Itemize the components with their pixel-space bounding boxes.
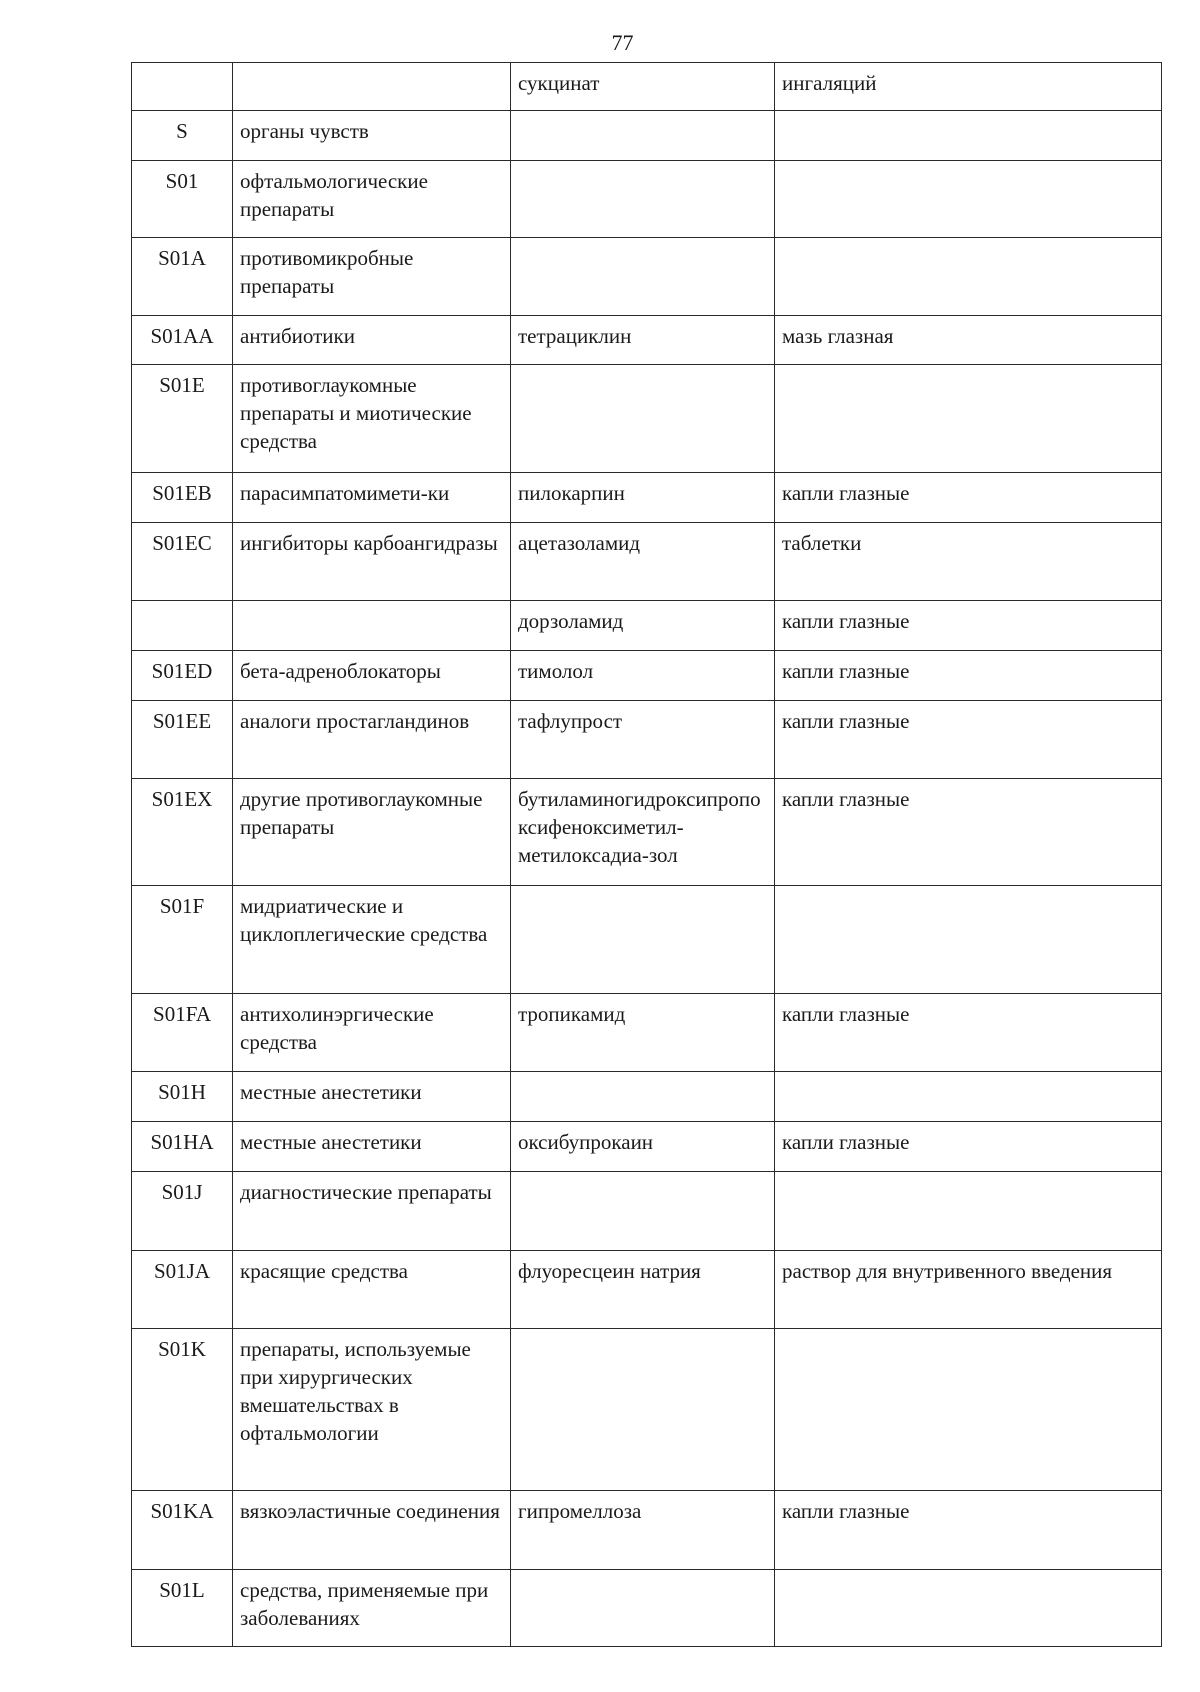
atc-code-cell: S01HA bbox=[132, 1122, 233, 1172]
drug-name-cell: гипромеллоза bbox=[511, 1491, 775, 1570]
atc-code-cell: S01AA bbox=[132, 316, 233, 365]
drug-name-cell bbox=[511, 161, 775, 238]
table-row bbox=[132, 1251, 1162, 1329]
dosage-form-cell: таблетки bbox=[775, 523, 1162, 601]
atc-code-cell: S01JA bbox=[132, 1251, 233, 1329]
table-body bbox=[132, 63, 1162, 1647]
table-row bbox=[132, 316, 1162, 365]
dosage-form-cell bbox=[775, 1570, 1162, 1647]
drug-name-cell: дорзоламид bbox=[511, 601, 775, 651]
table-row bbox=[132, 779, 1162, 886]
group-name-cell: органы чувств bbox=[233, 111, 511, 161]
table-row bbox=[132, 1122, 1162, 1172]
table-row bbox=[132, 365, 1162, 473]
dosage-form-cell bbox=[775, 1329, 1162, 1491]
drug-name-cell: ацетазоламид bbox=[511, 523, 775, 601]
atc-code-cell: S01J bbox=[132, 1172, 233, 1251]
drug-name-cell: бутиламиногидроксипропоксифеноксиметил-метилоксадиа-зол bbox=[511, 779, 775, 886]
atc-code-cell bbox=[132, 601, 233, 651]
table-row bbox=[132, 651, 1162, 701]
group-name-cell bbox=[233, 63, 511, 111]
dosage-form-cell: капли глазные bbox=[775, 1122, 1162, 1172]
group-name-cell: диагностические препараты bbox=[233, 1172, 511, 1251]
drug-name-cell: тафлупрост bbox=[511, 701, 775, 779]
atc-code-cell: S01EX bbox=[132, 779, 233, 886]
drug-name-cell bbox=[511, 238, 775, 316]
table-row bbox=[132, 1491, 1162, 1570]
group-name-cell: препараты, используемые при хирургических вмешательствах в офтальмологии bbox=[233, 1329, 511, 1491]
table-row bbox=[132, 161, 1162, 238]
dosage-form-cell: капли глазные bbox=[775, 601, 1162, 651]
drug-name-cell: тимолол bbox=[511, 651, 775, 701]
group-name-cell: красящие средства bbox=[233, 1251, 511, 1329]
table-row bbox=[132, 701, 1162, 779]
drug-name-cell bbox=[511, 111, 775, 161]
atc-code-cell: S01F bbox=[132, 886, 233, 994]
drug-name-cell bbox=[511, 886, 775, 994]
group-name-cell: ингибиторы карбоангидразы bbox=[233, 523, 511, 601]
dosage-form-cell: мазь глазная bbox=[775, 316, 1162, 365]
table-row bbox=[132, 1570, 1162, 1647]
dosage-form-cell: ингаляций bbox=[775, 63, 1162, 111]
group-name-cell: антихолинэргические средства bbox=[233, 994, 511, 1072]
drug-name-cell: пилокарпин bbox=[511, 473, 775, 523]
dosage-form-cell: капли глазные bbox=[775, 1491, 1162, 1570]
group-name-cell: офтальмологические препараты bbox=[233, 161, 511, 238]
atc-code-cell: S01K bbox=[132, 1329, 233, 1491]
atc-code-cell: S01FA bbox=[132, 994, 233, 1072]
table-row bbox=[132, 238, 1162, 316]
dosage-form-cell: раствор для внутривенного введения bbox=[775, 1251, 1162, 1329]
dosage-form-cell: капли глазные bbox=[775, 473, 1162, 523]
dosage-form-cell: капли глазные bbox=[775, 994, 1162, 1072]
dosage-form-cell: капли глазные bbox=[775, 701, 1162, 779]
table-row bbox=[132, 473, 1162, 523]
group-name-cell: противоглаукомные препараты и миотические средства bbox=[233, 365, 511, 473]
atc-code-cell: S01EC bbox=[132, 523, 233, 601]
atc-code-cell: S01 bbox=[132, 161, 233, 238]
atc-code-cell: S bbox=[132, 111, 233, 161]
atc-code-cell: S01ED bbox=[132, 651, 233, 701]
table-row bbox=[132, 523, 1162, 601]
drug-name-cell: флуоресцеин натрия bbox=[511, 1251, 775, 1329]
dosage-form-cell bbox=[775, 238, 1162, 316]
atc-code-cell: S01EE bbox=[132, 701, 233, 779]
atc-code-cell: S01H bbox=[132, 1072, 233, 1122]
page-number: 77 bbox=[611, 30, 634, 55]
group-name-cell: антибиотики bbox=[233, 316, 511, 365]
group-name-cell: вязкоэластичные соединения bbox=[233, 1491, 511, 1570]
drug-name-cell: тропикамид bbox=[511, 994, 775, 1072]
atc-code-cell: S01EB bbox=[132, 473, 233, 523]
group-name-cell: средства, применяемые при заболеваниях bbox=[233, 1570, 511, 1647]
drug-name-cell: сукцинат bbox=[511, 63, 775, 111]
table-row bbox=[132, 994, 1162, 1072]
table-row bbox=[132, 63, 1162, 111]
drug-name-cell: оксибупрокаин bbox=[511, 1122, 775, 1172]
group-name-cell: другие противоглаукомные препараты bbox=[233, 779, 511, 886]
drug-name-cell bbox=[511, 365, 775, 473]
atc-code-cell: S01KA bbox=[132, 1491, 233, 1570]
atc-code-cell: S01E bbox=[132, 365, 233, 473]
dosage-form-cell bbox=[775, 111, 1162, 161]
atc-code-cell: S01L bbox=[132, 1570, 233, 1647]
table-row bbox=[132, 1172, 1162, 1251]
group-name-cell: местные анестетики bbox=[233, 1122, 511, 1172]
group-name-cell: местные анестетики bbox=[233, 1072, 511, 1122]
group-name-cell: противомикробные препараты bbox=[233, 238, 511, 316]
group-name-cell: бета-адреноблокаторы bbox=[233, 651, 511, 701]
dosage-form-cell bbox=[775, 365, 1162, 473]
dosage-form-cell bbox=[775, 1072, 1162, 1122]
group-name-cell: мидриатические и циклоплегические средства bbox=[233, 886, 511, 994]
drug-name-cell bbox=[511, 1570, 775, 1647]
drug-name-cell: тетрациклин bbox=[511, 316, 775, 365]
dosage-form-cell: капли глазные bbox=[775, 651, 1162, 701]
atc-drug-table bbox=[131, 62, 1162, 1647]
drug-name-cell bbox=[511, 1172, 775, 1251]
drug-name-cell bbox=[511, 1329, 775, 1491]
table-row bbox=[132, 886, 1162, 994]
table-row bbox=[132, 1072, 1162, 1122]
table-row bbox=[132, 601, 1162, 651]
dosage-form-cell: капли глазные bbox=[775, 779, 1162, 886]
table-row bbox=[132, 1329, 1162, 1491]
table-row bbox=[132, 111, 1162, 161]
atc-code-cell: S01A bbox=[132, 238, 233, 316]
group-name-cell: парасимпатомимети-ки bbox=[233, 473, 511, 523]
group-name-cell bbox=[233, 601, 511, 651]
dosage-form-cell bbox=[775, 1172, 1162, 1251]
dosage-form-cell bbox=[775, 886, 1162, 994]
group-name-cell: аналоги простагландинов bbox=[233, 701, 511, 779]
atc-code-cell bbox=[132, 63, 233, 111]
drug-name-cell bbox=[511, 1072, 775, 1122]
dosage-form-cell bbox=[775, 161, 1162, 238]
